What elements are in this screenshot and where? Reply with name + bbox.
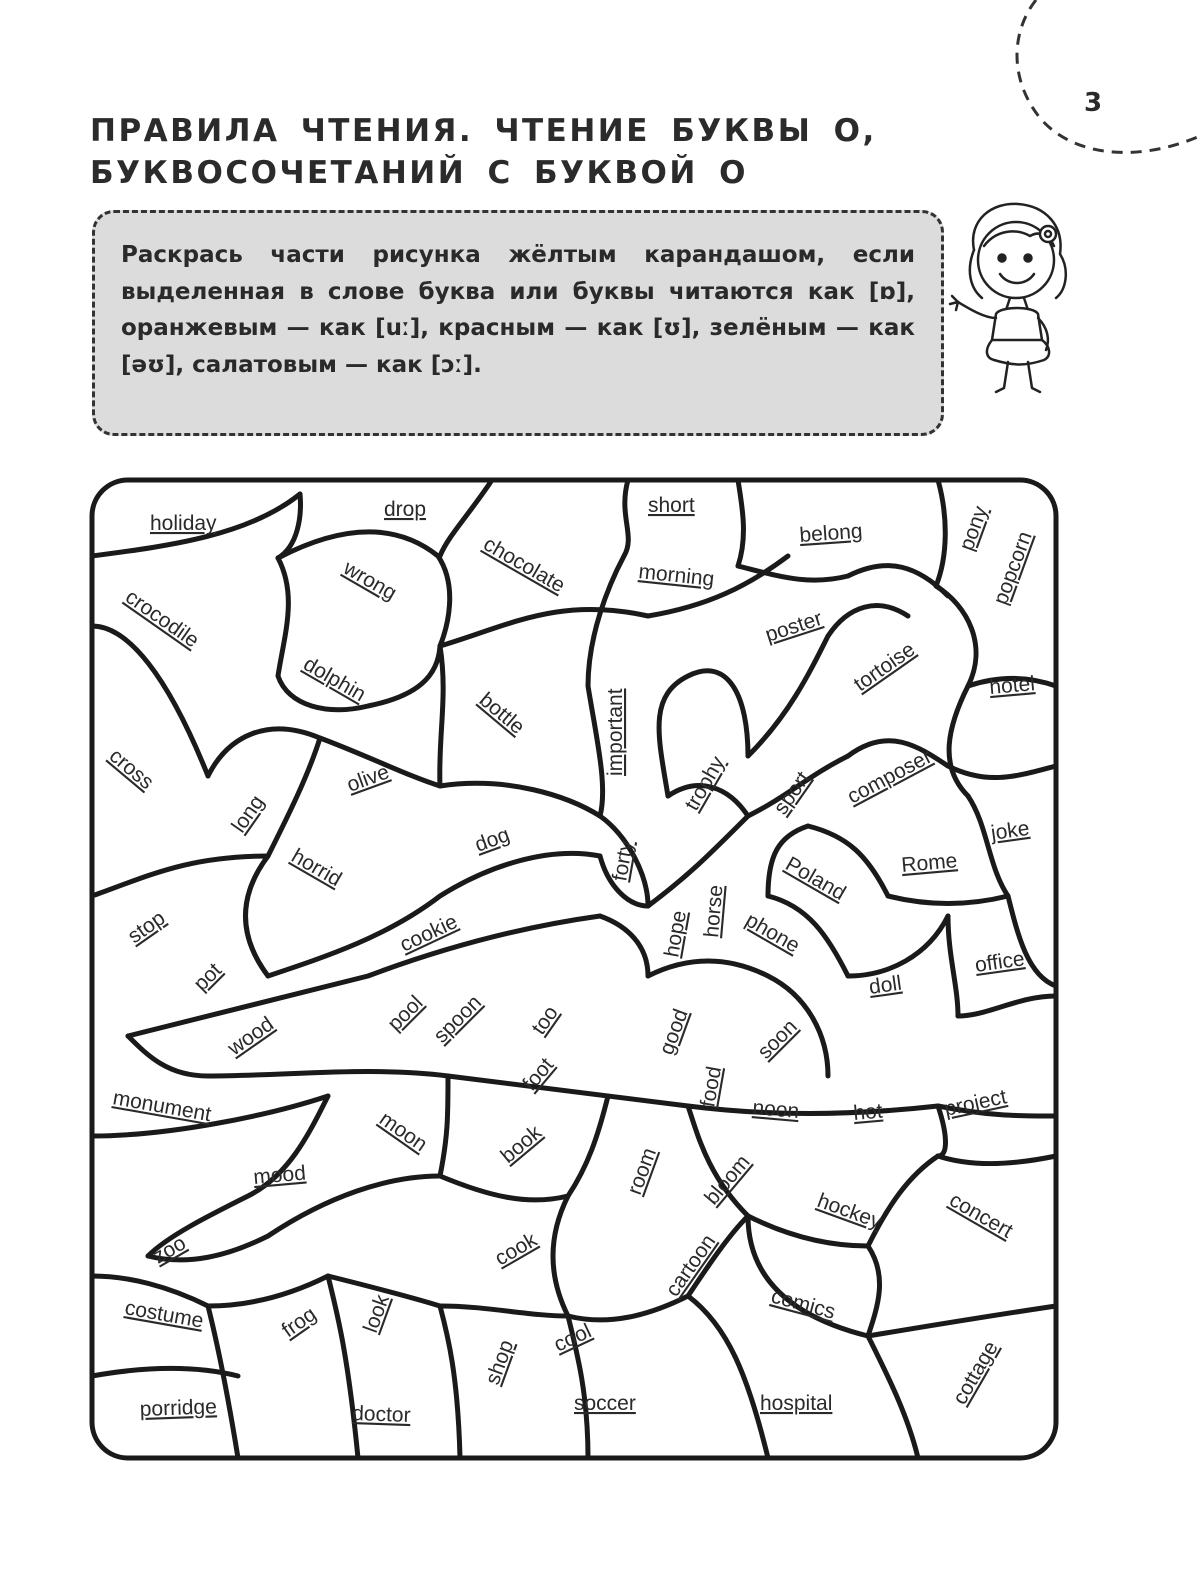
- word-composer: composer: [843, 744, 936, 809]
- word-drop: drop: [384, 498, 427, 521]
- word-cross: cross: [104, 744, 159, 795]
- word-bottle: bottle: [474, 688, 529, 739]
- instruction-text: Раскрась части рисунка жёлтым карандашом, если выделенная в слове буква или буквы читаются как [ɒ], оранжевым — как [uː], красным — как [ʊ], зелёным — как [əʊ], салатовым — как [ɔː].: [121, 242, 915, 378]
- word-good: good: [655, 1005, 693, 1058]
- mosaic-words: [105, 494, 1037, 1427]
- word-long: long: [227, 791, 269, 837]
- word-pony: pony: [955, 503, 993, 554]
- word-sport: sport: [769, 767, 815, 819]
- word-phone: phone: [741, 908, 804, 958]
- word-olive: olive: [343, 760, 393, 797]
- word-pot: pot: [189, 958, 227, 996]
- title-line-1: ПРАВИЛА ЧТЕНИЯ. ЧТЕНИЕ БУКВЫ О,: [90, 113, 877, 149]
- word-tortoise: tortoise: [849, 637, 920, 697]
- word-holiday: holiday: [150, 512, 217, 535]
- word-important: important: [604, 688, 627, 776]
- word-stop: stop: [123, 906, 170, 949]
- word-moon: moon: [375, 1107, 432, 1157]
- word-chocolate: chocolate: [479, 532, 569, 598]
- word-joke: joke: [989, 816, 1031, 845]
- word-bloom: bloom: [700, 1150, 755, 1210]
- word-room: room: [623, 1144, 662, 1198]
- word-comics: comics: [768, 1284, 838, 1324]
- word-soon: soon: [753, 1015, 802, 1064]
- word-cottage: cottage: [948, 1337, 1003, 1409]
- word-too: too: [527, 1001, 563, 1039]
- word-costume: costume: [123, 1296, 206, 1333]
- word-short: short: [648, 494, 695, 517]
- word-dolphin: dolphin: [299, 652, 370, 707]
- word-soccer: soccer: [574, 1392, 636, 1415]
- word-hockey: hockey: [814, 1189, 885, 1234]
- word-horrid: horrid: [287, 844, 346, 892]
- word-hot: hot: [852, 1099, 884, 1125]
- word-book: book: [496, 1120, 547, 1168]
- word-hospital: hospital: [760, 1392, 833, 1415]
- word-popcorn: popcorn: [989, 528, 1037, 608]
- word-horse: horse: [700, 884, 728, 939]
- word-cartoon: cartoon: [661, 1230, 721, 1301]
- page-number: 3: [1083, 88, 1103, 118]
- word-trophy: trophy: [680, 752, 730, 815]
- word-look: look: [359, 1291, 394, 1336]
- word-project: project: [942, 1085, 1009, 1121]
- word-hope: hope: [660, 908, 692, 959]
- word-belong: belong: [798, 519, 864, 547]
- word-crocodile: crocodile: [121, 585, 204, 653]
- word-doll: doll: [867, 971, 904, 999]
- word-forty: forty: [608, 838, 639, 883]
- word-hotel: hotel: [988, 672, 1036, 699]
- word-wrong: wrong: [339, 556, 401, 605]
- word-noon: noon: [751, 1096, 801, 1124]
- page-title: [90, 110, 950, 194]
- word-cool: cool: [550, 1319, 596, 1357]
- word-monument: monument: [111, 1086, 213, 1127]
- word-poster: poster: [762, 606, 826, 647]
- word-Poland: Poland: [781, 852, 850, 906]
- word-zoo: zoo: [149, 1231, 190, 1269]
- word-foot: foot: [518, 1053, 559, 1096]
- word-food: food: [696, 1064, 727, 1109]
- word-Rome: Rome: [900, 849, 959, 877]
- word-spoon: spoon: [429, 990, 486, 1048]
- coloring-mosaic: [88, 476, 1060, 1476]
- mosaic-outlines: [92, 480, 1056, 1458]
- word-cook: cook: [491, 1228, 541, 1271]
- instruction-box: [92, 210, 944, 436]
- word-shop: shop: [481, 1337, 519, 1388]
- word-cookie: cookie: [396, 910, 462, 957]
- word-dog: dog: [471, 823, 513, 857]
- word-morning: morning: [637, 560, 716, 591]
- word-mood: mood: [252, 1161, 307, 1189]
- word-pool: pool: [383, 991, 428, 1036]
- word-frog: frog: [277, 1302, 321, 1343]
- word-wood: wood: [223, 1012, 278, 1061]
- word-office: office: [973, 947, 1027, 977]
- word-concert: concert: [945, 1188, 1017, 1243]
- girl-illustration: [944, 190, 1084, 400]
- word-porridge: porridge: [139, 1395, 218, 1421]
- title-line-2: БУКВОСОЧЕТАНИЙ С БУКВОЙ О: [90, 155, 748, 191]
- word-doctor: doctor: [351, 1402, 411, 1428]
